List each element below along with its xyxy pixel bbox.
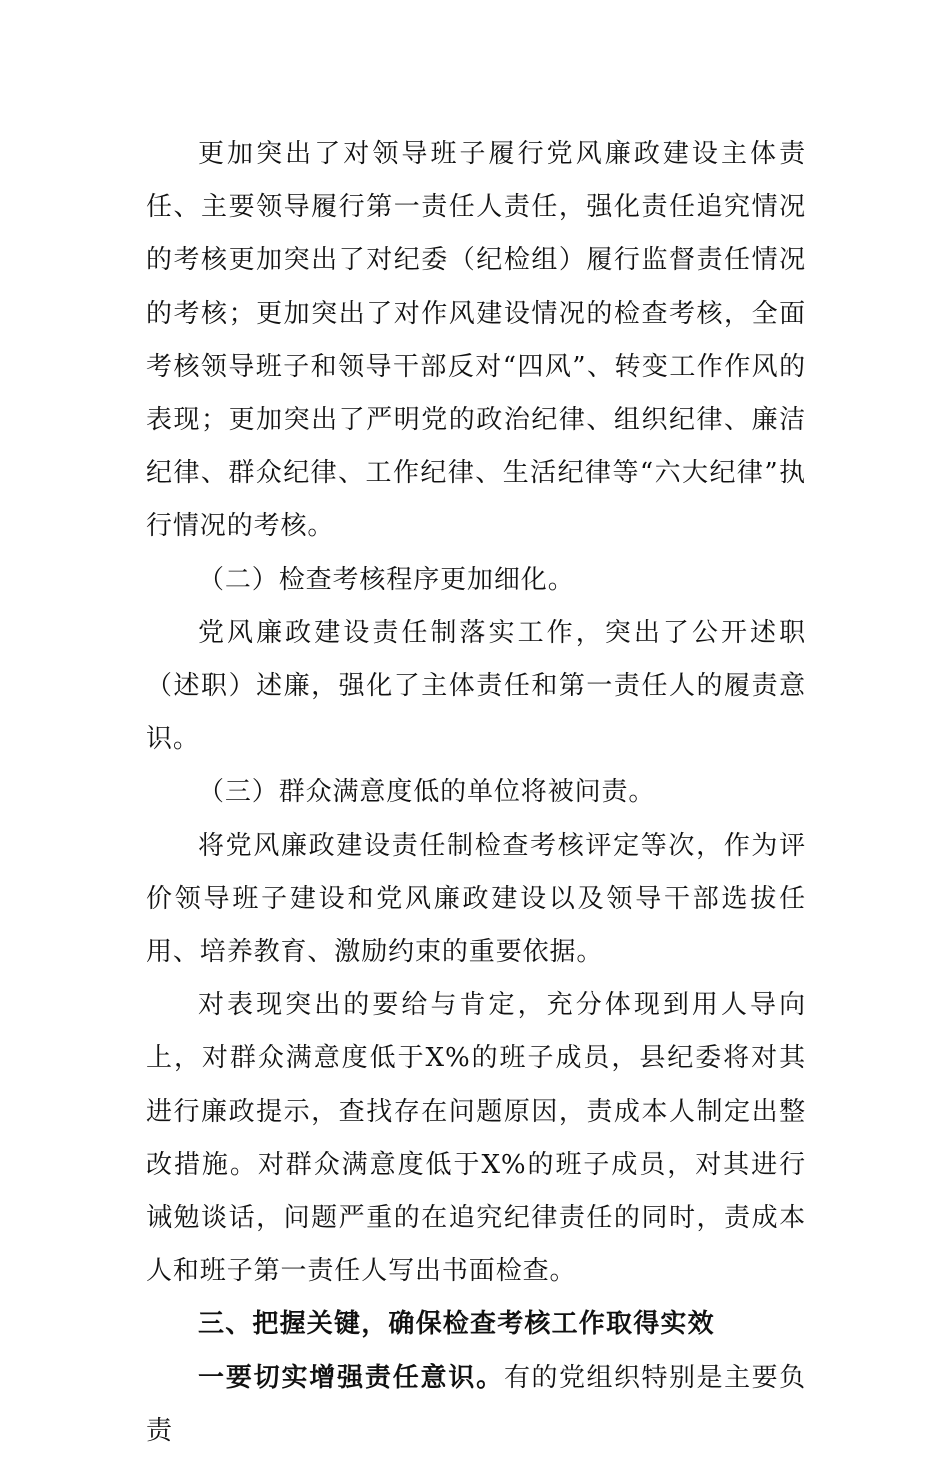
paragraph-assessment-focus: 更加突出了对领导班子履行党风廉政建设主体责任、主要领导履行第一责任人责任，强化责任追究情况的考核更加突出了对纪委（纪检组）履行监督责任情况的考核；更加突出了对作风建设情况的检查考核，全面考核领导班子和领导干部反对“四风”、转变工作作风的表现；更加突出了严明党的政治纪律、组织纪律、廉洁纪律、群众纪律、工作纪律、生活纪律等“六大纪律”执行情况的考核。 (146, 139, 806, 542)
document-body (146, 128, 806, 1458)
subheading-accountability: （三）群众满意度低的单位将被问责。 (198, 777, 656, 808)
subheading-procedure-refined: （二）检查考核程序更加细化。 (198, 564, 575, 595)
paragraph-public-report: 党风廉政建设责任制落实工作，突出了公开述职（述职）述廉，强化了主体责任和第一责任人的履责意识。 (146, 617, 806, 755)
section-heading-three: 三、把握关键，确保检查考核工作取得实效 (198, 1309, 715, 1340)
paragraph-satisfaction-rules: 对表现突出的要给与肯定，充分体现到用人导向上，对群众满意度低于X%的班子成员，县纪委将对其进行廉政提示，查找存在问题原因，责成本人制定出整改措施。对群众满意度低于X%的班子成员，对其进行诫勉谈话，问题严重的在追究纪律责任的同时，责成本人和班子第一责任人写出书面检查。 (146, 990, 806, 1287)
paragraph-lead-bold: 一要切实增强责任意识。 (198, 1362, 504, 1393)
paragraph-responsibility (146, 1352, 806, 1458)
paragraph-evaluation-basis: 将党风廉政建设责任制检查考核评定等次，作为评价领导班子建设和党风廉政建设以及领导干部选拔任用、培养教育、激励约束的重要依据。 (146, 830, 806, 968)
paragraph-lead-text: 有的党组织特别是主要负责 (146, 1362, 806, 1446)
